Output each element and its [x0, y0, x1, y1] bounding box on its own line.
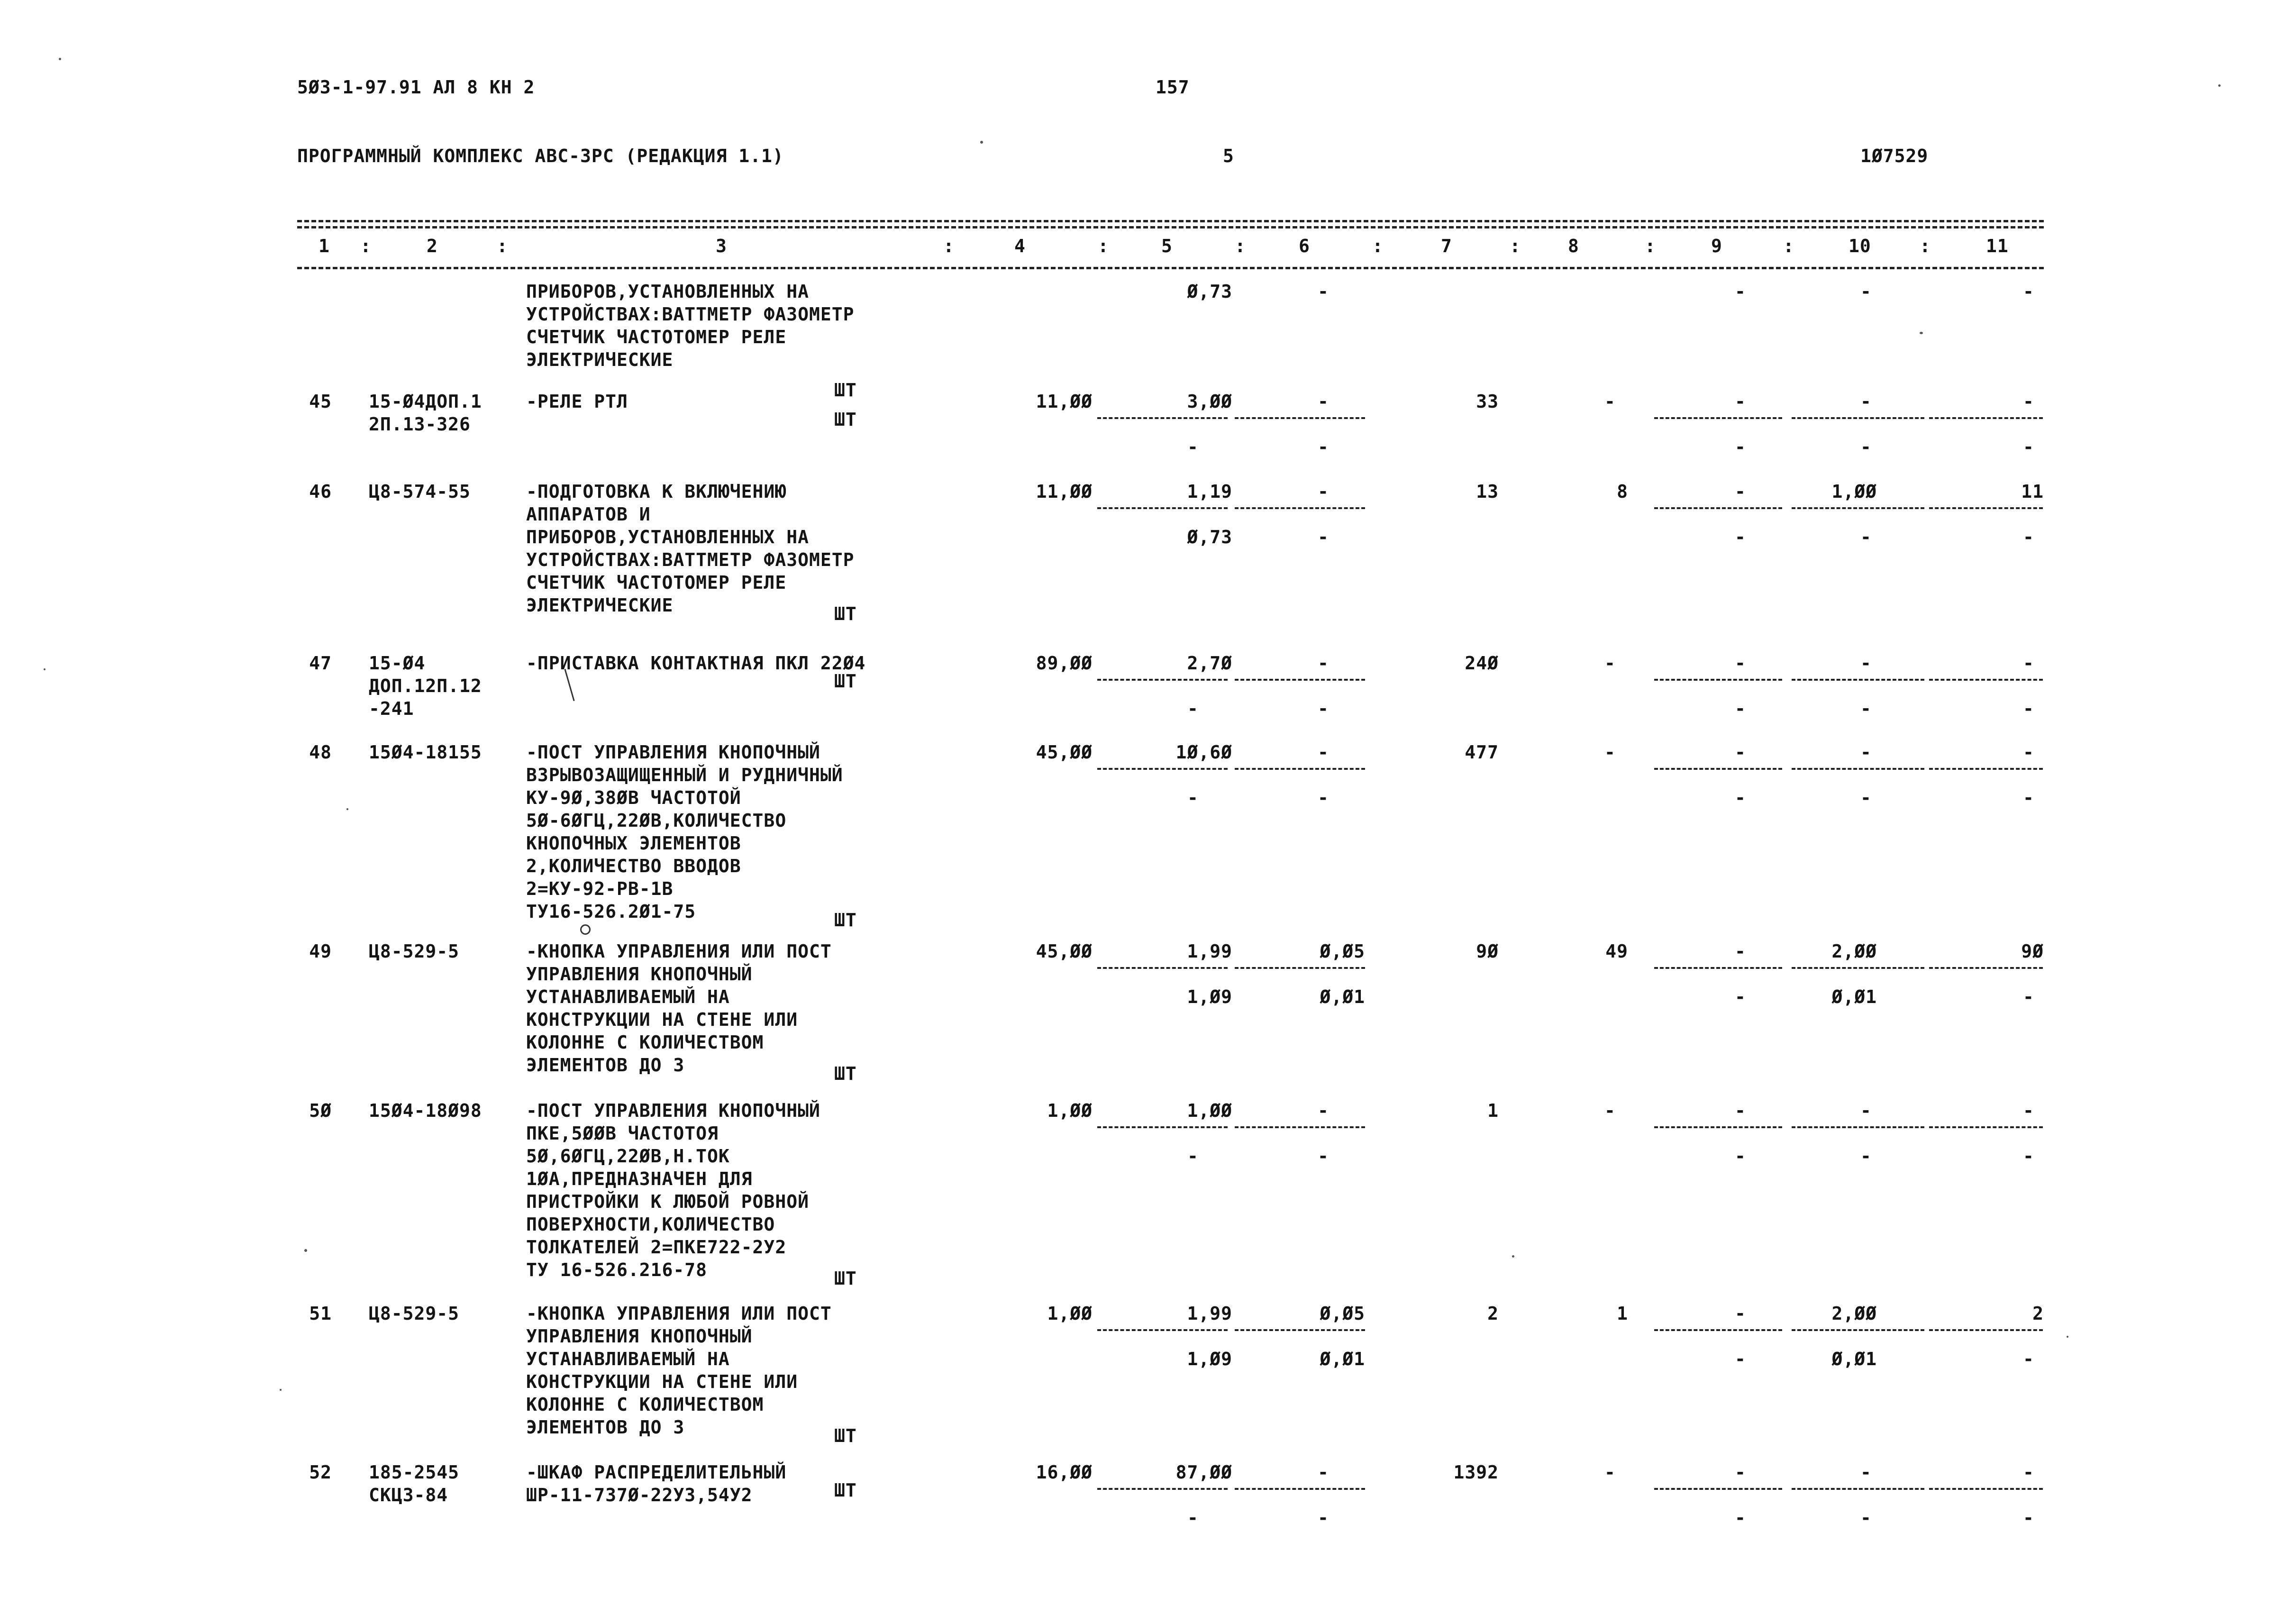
scan-speck [346, 808, 348, 810]
row-number: 49 [309, 941, 332, 962]
value-col9: - [1735, 391, 1746, 412]
quantity-col4: 1,ØØ [1047, 1100, 1093, 1121]
item-description-line: ПРИБОРОВ,УСТАНОВЛЕННЫХ НА [526, 527, 809, 547]
value-separator [1097, 1329, 1228, 1331]
column-number-9: 9 [1711, 236, 1722, 256]
column-separator: : [1372, 236, 1384, 256]
unit-label: ШТ [834, 603, 857, 624]
column-number-10: 10 [1849, 236, 1871, 256]
item-description-line: СЧЕТЧИК ЧАСТОТОМЕР РЕЛЕ [526, 327, 787, 347]
item-description-line: 5Ø-6ØГЦ,22ØВ,КОЛИЧЕСТВО [526, 810, 787, 831]
dash-col11: - [2023, 1146, 2034, 1167]
dash-col10: - [1860, 1507, 1872, 1528]
value-col9: - [1735, 1100, 1746, 1121]
item-description-line: -ШКАФ РАСПРЕДЕЛИТЕЛЬНЫЙ [526, 1462, 787, 1483]
dash-col5: - [1187, 437, 1199, 457]
value-separator [1097, 679, 1228, 681]
quantity-col4: 45,ØØ [1036, 742, 1093, 763]
value-col11: 2 [2032, 1303, 2044, 1324]
quantity-col4: 89,ØØ [1036, 653, 1093, 674]
value-separator [1654, 507, 1782, 509]
dash-col10: - [1860, 1100, 1872, 1121]
value-col10-second: Ø,Ø1 [1831, 1349, 1877, 1369]
row-code: 15Ø4-18Ø98 [369, 1100, 482, 1121]
dash-col9: - [1735, 437, 1746, 457]
value-separator [1929, 967, 2043, 969]
item-description-line: УСТАНАВЛИВАЕМЫЙ НА [526, 1349, 730, 1369]
value-col9: - [1735, 1462, 1746, 1483]
row-code: Ц8-529-5 [369, 1303, 460, 1324]
value-col8: 8 [1617, 481, 1628, 502]
dash-col8: - [1604, 1100, 1616, 1121]
value-col7: 2 [1487, 1303, 1499, 1324]
dash-col6: - [1318, 391, 1329, 412]
dash-col11: - [2023, 742, 2034, 763]
dash-col10: - [1860, 742, 1872, 763]
value-col6-second: Ø,Ø1 [1320, 1349, 1365, 1369]
column-number-4: 4 [1014, 236, 1026, 256]
item-description-line: КОЛОННЕ С КОЛИЧЕСТВОМ [526, 1394, 764, 1415]
dash-col11: - [2023, 698, 2034, 719]
row-code: 2П.13-326 [369, 414, 471, 435]
unit-label: ШТ [834, 1063, 857, 1084]
dash-col11: - [2023, 281, 2034, 302]
value-col8: 1 [1617, 1303, 1628, 1324]
unit-label: ШТ [834, 1480, 857, 1501]
value-separator [1235, 1329, 1365, 1331]
row-number: 51 [309, 1303, 332, 1324]
column-separator: : [1098, 236, 1109, 256]
table-header-rule [297, 267, 2044, 269]
value-separator [1929, 768, 2043, 770]
dash-col10: - [1860, 1462, 1872, 1483]
column-separator: : [1920, 236, 1931, 256]
item-description-line: ТОЛКАТЕЛЕЙ 2=ПКЕ722-2У2 [526, 1237, 787, 1258]
dash-col9: - [1735, 986, 1746, 1007]
row-code: Ц8-529-5 [369, 941, 460, 962]
value-separator [1654, 768, 1782, 770]
value-col10: 2,ØØ [1831, 1303, 1877, 1324]
value-separator [1097, 768, 1228, 770]
item-description-line: -ПОСТ УПРАВЛЕНИЯ КНОПОЧНЫЙ [526, 742, 820, 763]
item-description-line: 2=КУ-92-РВ-1В [526, 878, 674, 899]
row-code: 185-2545 [369, 1462, 460, 1483]
dash-col10: - [1860, 653, 1872, 674]
scan-speck [2067, 1336, 2068, 1338]
page-number: 157 [1156, 77, 1190, 98]
column-number-6: 6 [1299, 236, 1310, 256]
item-description-line: ШР-11-737Ø-22У3,54У2 [526, 1485, 753, 1505]
scan-speck [580, 924, 591, 935]
dash-col5: - [1187, 1507, 1199, 1528]
item-description-line: -РЕЛЕ РТЛ [526, 391, 628, 412]
dash-col10: - [1860, 391, 1872, 412]
dash-col9: - [1735, 527, 1746, 547]
value-col7: 33 [1476, 391, 1499, 412]
item-description-line: ВЗРЫВОЗАЩИЩЕННЫЙ И РУДНИЧНЫЙ [526, 765, 843, 785]
value-col6-second: Ø,Ø1 [1320, 986, 1365, 1007]
value-separator [1929, 1488, 2043, 1490]
item-description-line: ЭЛЕКТРИЧЕСКИЕ [526, 595, 674, 616]
dash-col6: - [1318, 742, 1329, 763]
document-code: 5Ø3-1-97.91 АЛ 8 КН 2 [297, 77, 535, 98]
dash-col11: - [2023, 1462, 2034, 1483]
value-separator [1792, 1126, 1924, 1128]
value-separator [1654, 1126, 1782, 1128]
quantity-col4: 1,ØØ [1047, 1303, 1093, 1324]
dash-col5: - [1187, 1146, 1199, 1167]
quantity-col4: 11,ØØ [1036, 391, 1093, 412]
value-separator [1097, 507, 1228, 509]
row-number: 5Ø [309, 1100, 332, 1121]
value-separator [1235, 679, 1365, 681]
item-description-line: КНОПОЧНЫХ ЭЛЕМЕНТОВ [526, 833, 741, 854]
value-col6: Ø,Ø5 [1320, 1303, 1365, 1324]
value-col9: - [1735, 653, 1746, 674]
value-col5-second: 1,Ø9 [1187, 986, 1232, 1007]
item-description-line: УСТРОЙСТВАХ:ВАТТМЕТР ФАЗОМЕТР [526, 304, 855, 325]
item-description-line: 2,КОЛИЧЕСТВО ВВОДОВ [526, 856, 741, 876]
column-separator: : [1510, 236, 1521, 256]
value-col5: 1,99 [1187, 1303, 1232, 1324]
item-description-line: УПРАВЛЕНИЯ КНОПОЧНЫЙ [526, 1326, 753, 1347]
dash-col11: - [2023, 1100, 2034, 1121]
item-description-line: 5Ø,6ØГЦ,22ØВ,Н.ТОК [526, 1146, 730, 1167]
value-col7: 477 [1465, 742, 1499, 763]
value-col5: 87,ØØ [1175, 1462, 1232, 1483]
item-description-line: КОНСТРУКЦИИ НА СТЕНЕ ИЛИ [526, 1009, 798, 1030]
value-separator [1235, 967, 1365, 969]
dash-col11: - [2023, 653, 2034, 674]
dash-col10: - [1860, 698, 1872, 719]
value-separator [1929, 679, 2043, 681]
value-col5: 3,ØØ [1187, 391, 1232, 412]
column-separator: : [1783, 236, 1794, 256]
column-separator: : [497, 236, 508, 256]
value-separator [1654, 1329, 1782, 1331]
item-description-line: УПРАВЛЕНИЯ КНОПОЧНЫЙ [526, 964, 753, 985]
dash-col9: - [1735, 698, 1746, 719]
dash-col6: - [1318, 437, 1329, 457]
scan-mark [564, 669, 574, 701]
value-col7: 1392 [1453, 1462, 1499, 1483]
scan-speck [304, 1249, 307, 1252]
dash-col8: - [1604, 742, 1616, 763]
row-code: 15-Ø4 [369, 653, 426, 674]
value-separator [1654, 1488, 1782, 1490]
row-code: 15-Ø4ДОП.1 [369, 391, 482, 412]
value-col7: 13 [1476, 481, 1499, 502]
value-col10-second: Ø,Ø1 [1831, 986, 1877, 1007]
item-description-line: ПРИБОРОВ,УСТАНОВЛЕННЫХ НА [526, 281, 809, 302]
unit-label: ШТ [834, 671, 857, 692]
program-title: ПРОГРАММНЫЙ КОМПЛЕКС АВС-3РС (РЕДАКЦИЯ 1.1) [297, 146, 784, 166]
value-separator [1097, 1488, 1228, 1490]
dash-col8: - [1604, 1462, 1616, 1483]
row-code: СКЦЗ-84 [369, 1485, 448, 1505]
item-description-line: ПКЕ,5ØØВ ЧАСТОТОЯ [526, 1123, 719, 1144]
value-col5-second: Ø,73 [1187, 527, 1232, 547]
dash-col6: - [1318, 698, 1329, 719]
column-number-7: 7 [1441, 236, 1452, 256]
dash-col6: - [1318, 281, 1329, 302]
item-description-line: -КНОПКА УПРАВЛЕНИЯ ИЛИ ПОСТ [526, 1303, 832, 1324]
value-separator [1097, 417, 1228, 419]
dash-col8: - [1604, 653, 1616, 674]
row-code: -241 [369, 698, 414, 719]
dash-col11: - [2023, 1507, 2034, 1528]
dash-col10: - [1860, 527, 1872, 547]
value-col10: 1,ØØ [1831, 481, 1877, 502]
dash-col10: - [1860, 437, 1872, 457]
dash-col11: - [2023, 391, 2034, 412]
quantity-col4: 11,ØØ [1036, 481, 1093, 502]
unit-label: ШТ [834, 1268, 857, 1289]
dash-col6: - [1318, 787, 1329, 808]
value-col7: 24Ø [1465, 653, 1499, 674]
value-separator [1235, 507, 1365, 509]
scan-speck [44, 668, 46, 670]
row-number: 52 [309, 1462, 332, 1483]
value-separator [1235, 1488, 1365, 1490]
dash-col11: - [2023, 787, 2034, 808]
dash-col11: - [2023, 1349, 2034, 1369]
item-description-line: -ПРИСТАВКА КОНТАКТНАЯ ПКЛ 22Ø4 [526, 653, 866, 674]
column-number-5: 5 [1161, 236, 1173, 256]
dash-col5: - [1187, 698, 1199, 719]
dash-col6: - [1318, 1462, 1329, 1483]
value-separator [1654, 679, 1782, 681]
item-description-line: -ПОСТ УПРАВЛЕНИЯ КНОПОЧНЫЙ [526, 1100, 820, 1121]
column-separator: : [1235, 236, 1246, 256]
value-separator [1235, 1126, 1365, 1128]
item-description-line: КОЛОННЕ С КОЛИЧЕСТВОМ [526, 1032, 764, 1053]
section-number: 5 [1223, 146, 1234, 166]
item-description-line: КУ-9Ø,38ØВ ЧАСТОТОЙ [526, 787, 741, 808]
dash-col6: - [1318, 481, 1329, 502]
value-col5: 1Ø,6Ø [1175, 742, 1232, 763]
value-separator [1792, 417, 1924, 419]
scan-speck [980, 141, 983, 144]
quantity-col4: 45,ØØ [1036, 941, 1093, 962]
item-description-line: ПОВЕРХНОСТИ,КОЛИЧЕСТВО [526, 1214, 775, 1235]
value-separator [1792, 1488, 1924, 1490]
item-description-line: ПРИСТРОЙКИ К ЛЮБОЙ РОВНОЙ [526, 1191, 809, 1212]
unit-label: ШТ [834, 380, 857, 401]
dash-col6: - [1318, 653, 1329, 674]
item-description-line: ТУ16-526.2Ø1-75 [526, 901, 696, 922]
value-separator [1929, 1329, 2043, 1331]
dash-col10: - [1860, 787, 1872, 808]
item-description-line: ТУ 16-526.216-78 [526, 1259, 708, 1280]
item-description-line: СЧЕТЧИК ЧАСТОТОМЕР РЕЛЕ [526, 572, 787, 593]
value-col7: 9Ø [1476, 941, 1499, 962]
value-col5: 2,7Ø [1187, 653, 1232, 674]
value-col5-second: 1,Ø9 [1187, 1349, 1232, 1369]
item-description-line: 1ØА,ПРЕДНАЗНАЧЕН ДЛЯ [526, 1168, 753, 1189]
value-separator [1235, 768, 1365, 770]
dash-col11: - [2023, 986, 2034, 1007]
item-description-line: ЭЛЕКТРИЧЕСКИЕ [526, 349, 674, 370]
item-description-line: УСТРОЙСТВАХ:ВАТТМЕТР ФАЗОМЕТР [526, 549, 855, 570]
value-separator [1654, 417, 1782, 419]
item-description-line: АППАРАТОВ И [526, 504, 651, 525]
item-description-line: КОНСТРУКЦИИ НА СТЕНЕ ИЛИ [526, 1371, 798, 1392]
value-col11: 11 [2021, 481, 2044, 502]
quantity-col4: 16,ØØ [1036, 1462, 1093, 1483]
value-separator [1929, 417, 2043, 419]
value-separator [1792, 1329, 1924, 1331]
value-separator [1097, 967, 1228, 969]
unit-label: ШТ [834, 409, 857, 430]
value-separator [1235, 417, 1365, 419]
row-number: 48 [309, 742, 332, 763]
value-separator [1654, 967, 1782, 969]
row-number: 47 [309, 653, 332, 674]
dash-col6: - [1318, 1507, 1329, 1528]
table-top-rule [297, 220, 2044, 222]
dash-col9: - [1735, 1507, 1746, 1528]
value-separator [1792, 967, 1924, 969]
row-number: 45 [309, 391, 332, 412]
value-col7: 1 [1487, 1100, 1499, 1121]
item-description-line: УСТАНАВЛИВАЕМЫЙ НА [526, 986, 730, 1007]
value-col9: - [1735, 1303, 1746, 1324]
table-top-rule-2 [297, 226, 2044, 228]
row-number: 46 [309, 481, 332, 502]
column-number-1: 1 [319, 236, 330, 256]
value-col8: 49 [1605, 941, 1628, 962]
dash-col9: - [1735, 1349, 1746, 1369]
dash-col5: - [1187, 787, 1199, 808]
value-col9: - [1735, 941, 1746, 962]
value-col6: Ø,Ø5 [1320, 941, 1365, 962]
value-col9: - [1735, 742, 1746, 763]
column-number-2: 2 [427, 236, 438, 256]
dash-col9: - [1735, 1146, 1746, 1167]
dash-col6: - [1318, 527, 1329, 547]
item-description-line: ЭЛЕМЕНТОВ ДО 3 [526, 1417, 685, 1438]
row-code: 15Ø4-18155 [369, 742, 482, 763]
dash-col9: - [1735, 281, 1746, 302]
column-separator: : [360, 236, 372, 256]
unit-label: ШТ [834, 1425, 857, 1446]
dash-col6: - [1318, 1146, 1329, 1167]
row-code: ДОП.12П.12 [369, 675, 482, 696]
column-number-8: 8 [1568, 236, 1579, 256]
item-description-line: -КНОПКА УПРАВЛЕНИЯ ИЛИ ПОСТ [526, 941, 832, 962]
value-col5: 1,ØØ [1187, 1100, 1232, 1121]
value-separator [1929, 1126, 2043, 1128]
scan-speck [2218, 84, 2221, 87]
dash-col11: - [2023, 527, 2034, 547]
unit-label: ШТ [834, 910, 857, 931]
value-col10: 2,ØØ [1831, 941, 1877, 962]
column-separator: : [943, 236, 955, 256]
scan-speck [280, 1389, 282, 1391]
item-description-line: -ПОДГОТОВКА К ВКЛЮЧЕНИЮ [526, 481, 787, 502]
value-col11: 9Ø [2021, 941, 2044, 962]
column-number-11: 11 [1986, 236, 2009, 256]
row-code: Ц8-574-55 [369, 481, 471, 502]
scan-speck [59, 58, 61, 60]
dash-col6: - [1318, 1100, 1329, 1121]
value-separator [1792, 507, 1924, 509]
value-separator [1792, 768, 1924, 770]
scan-speck [1920, 332, 1923, 334]
document-number: 1Ø7529 [1860, 146, 1929, 166]
item-description-line: ЭЛЕМЕНТОВ ДО 3 [526, 1055, 685, 1076]
value-separator [1792, 679, 1924, 681]
dash-col10: - [1860, 281, 1872, 302]
dash-col11: - [2023, 437, 2034, 457]
value-col5: 1,19 [1187, 481, 1232, 502]
dash-col9: - [1735, 787, 1746, 808]
dash-col8: - [1604, 391, 1616, 412]
value-separator [1929, 507, 2043, 509]
quantity-col5: Ø,73 [1187, 281, 1232, 302]
value-col5: 1,99 [1187, 941, 1232, 962]
scan-speck [1512, 1255, 1514, 1258]
value-separator [1097, 1126, 1228, 1128]
column-separator: : [1645, 236, 1656, 256]
dash-col10: - [1860, 1146, 1872, 1167]
value-col9: - [1735, 481, 1746, 502]
column-number-3: 3 [716, 236, 727, 256]
